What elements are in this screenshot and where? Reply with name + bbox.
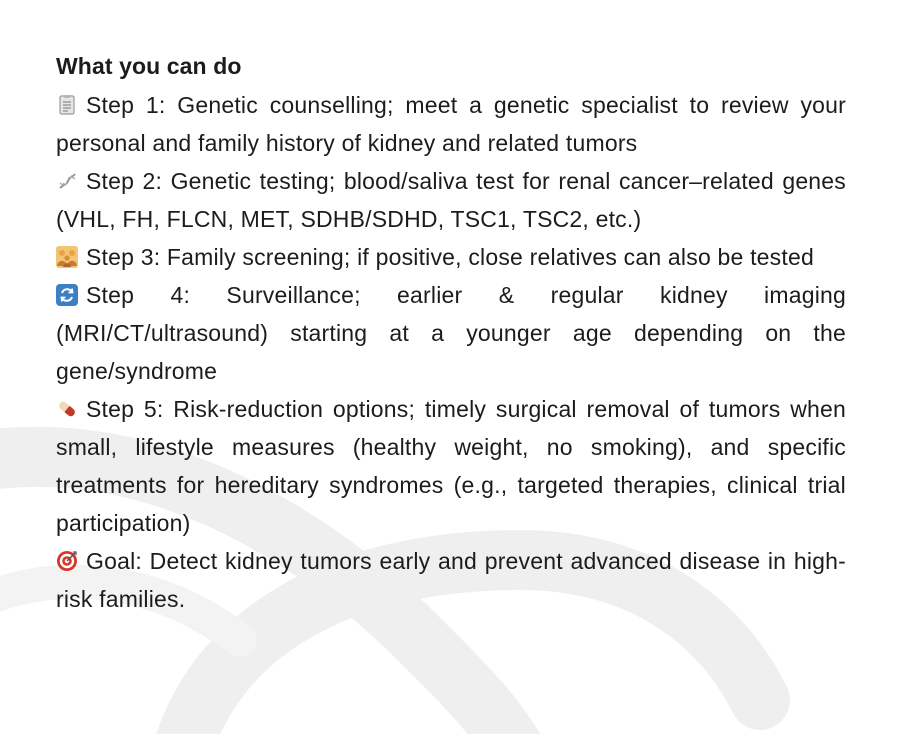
clipboard-icon <box>56 94 78 116</box>
step-1-text: Step 1: Genetic counselling; meet a genetic specialist to review your personal and family history of kidney and related tumors <box>56 92 846 156</box>
step-2-item <box>56 162 846 238</box>
target-icon <box>56 550 78 572</box>
step-5-text: Step 5: Risk-reduction options; timely surgical removal of tumors when small, lifestyle measures (healthy weight, no smoking), and specific treatments for hereditary syndromes (e.g., targeted therapies, clinical trial participation) <box>56 396 846 536</box>
pill-icon <box>56 398 78 420</box>
goal-item <box>56 542 846 618</box>
repeat-icon <box>56 284 78 306</box>
step-2-text: Step 2: Genetic testing; blood/saliva test for renal cancer–related genes (VHL, FH, FLCN, MET, SDHB/SDHD, TSC1, TSC2, etc.) <box>56 168 846 232</box>
step-3-item <box>56 238 846 276</box>
step-1-item <box>56 86 846 162</box>
section-heading: What you can do <box>56 53 242 79</box>
step-4-item <box>56 276 846 390</box>
step-3-text: Step 3: Family screening; if positive, close relatives can also be tested <box>86 244 814 270</box>
what-you-can-do-section <box>56 50 846 618</box>
step-4-text: Step 4: Surveillance; earlier & regular kidney imaging (MRI/CT/ultrasound) starting at a younger age depending on the gene/syndrome <box>56 282 846 384</box>
dna-icon <box>56 170 78 192</box>
step-5-item <box>56 390 846 542</box>
family-icon <box>56 246 78 268</box>
goal-text: Goal: Detect kidney tumors early and prevent advanced disease in high-risk families. <box>56 548 846 612</box>
